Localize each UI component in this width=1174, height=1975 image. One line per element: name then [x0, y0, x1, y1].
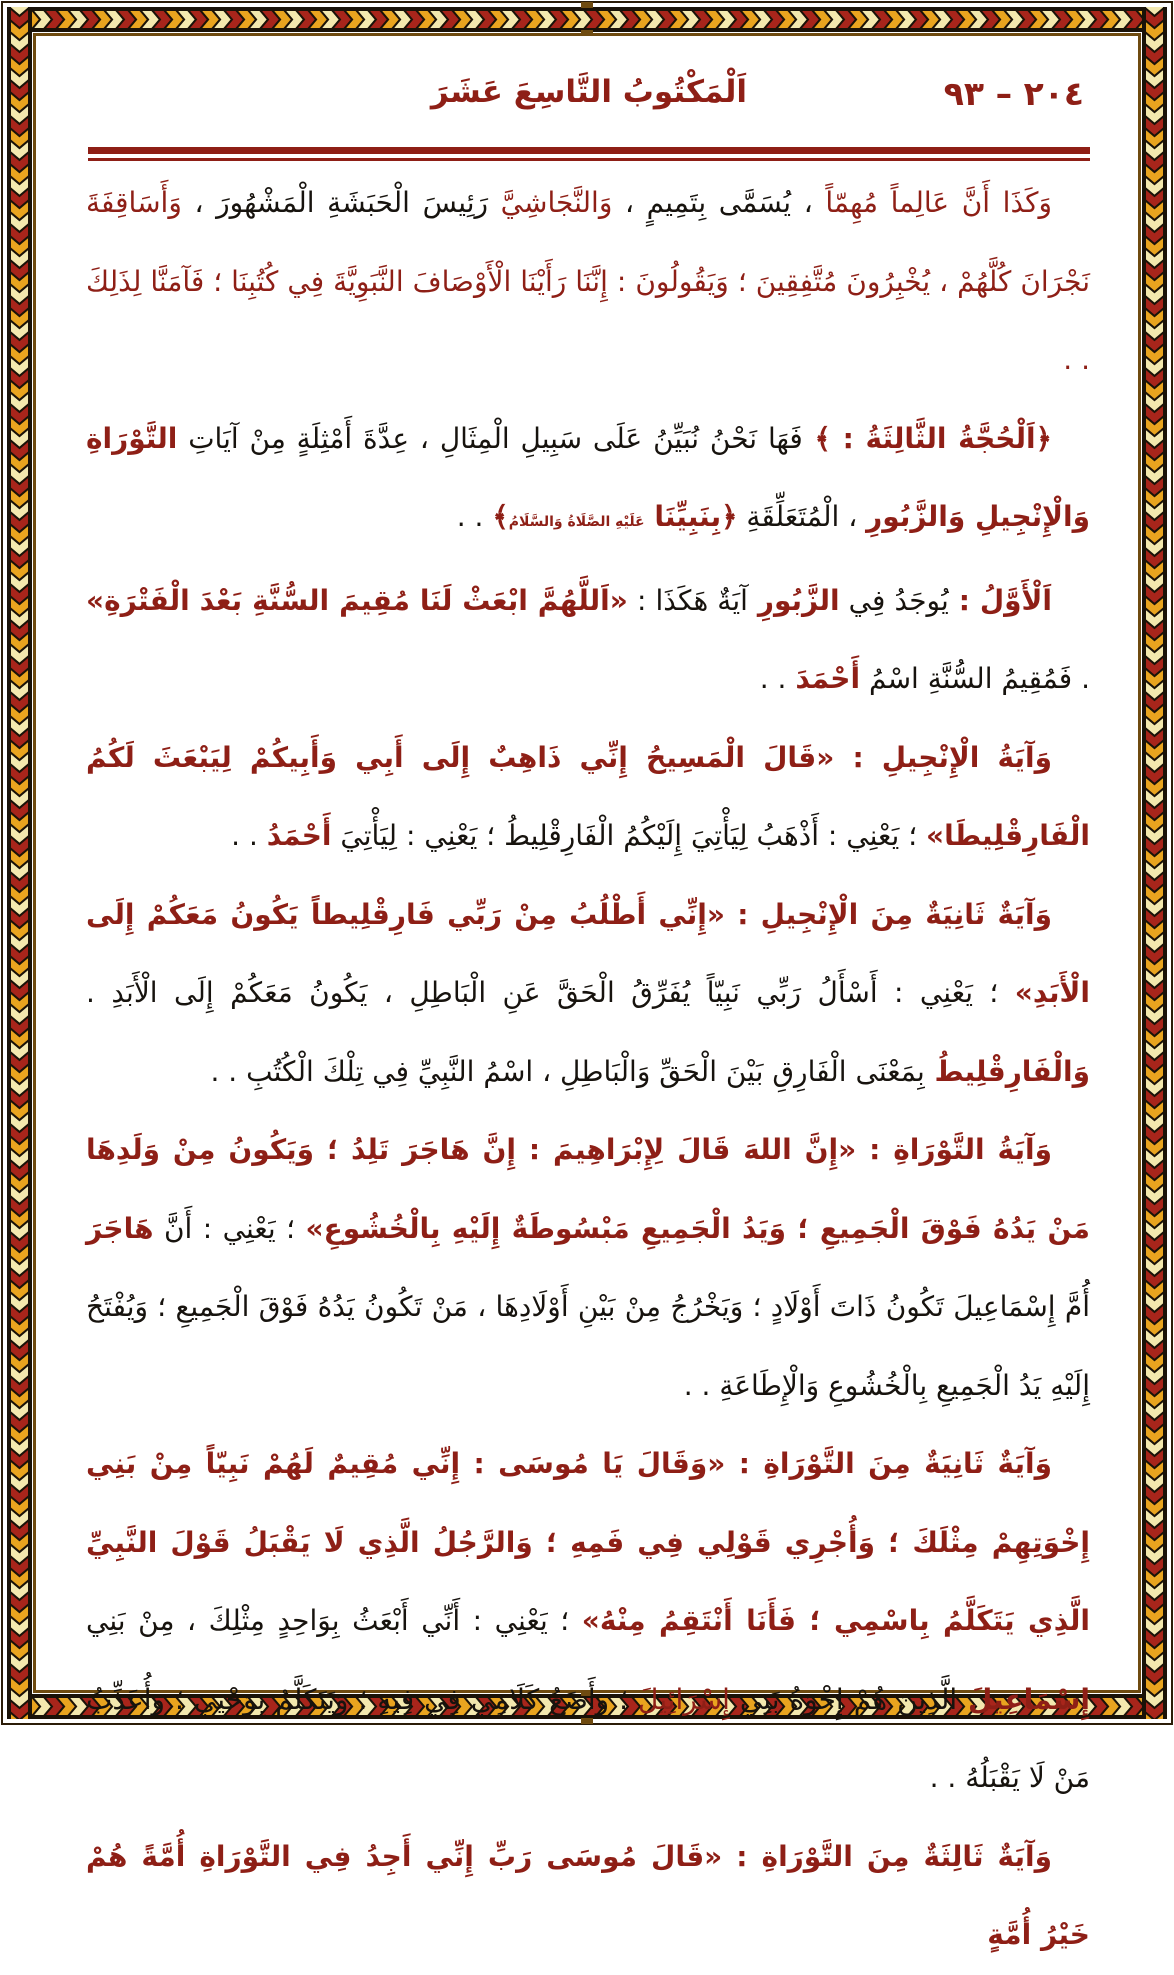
text-segment: ؛ يَعْنِي : أَنِّي أَبْعَثُ بِوَاحِدٍ مِثْلِكَ ، مِنْ بَنِي	[86, 1604, 582, 1637]
text-segment: وَكَذَا أَنَّ عَالِماً مُهِمّاً	[812, 186, 1052, 219]
text-segment: وَآيَةٌ ثَانِيَةٌ مِنَ الْإِنْجِيلِ : «إِنِّي أَطْلُبُ مِنْ رَبِّي فَارِقْلِيطاً يَكُونُ مَعَكُمْ إِلَى الْأَبَدِ»	[86, 897, 1090, 1009]
text-segment: أَحْمَدُ	[266, 819, 332, 852]
ornamental-border-right	[1142, 7, 1167, 1719]
text-segment: الَّذِينَ هُمْ إِخْوَةُ بَنِي	[729, 1682, 958, 1716]
text-segment: عَلَيْهِ الصَّلَاةُ وَالسَّلَامُ	[508, 514, 645, 530]
ornamental-border-top	[7, 7, 1167, 32]
text-segment: وَآيَةٌ ثَالِثَةٌ مِنَ التَّوْرَاةِ : «قَالَ مُوسَى رَبِّ إِنِّي أَجِدُ فِي التَّوْرَاةِ أُمَّةً هُمْ خَيْرُ أُمَّةٍ	[86, 1839, 1090, 1951]
text-segment: رَئِيسَ الْحَبَشَةِ الْمَشْهُورَ ،	[181, 186, 489, 219]
body-text	[86, 164, 1091, 1951]
text-segment: ، يُسَمَّى بِتَمِيمٍ ،	[612, 186, 813, 219]
text-segment: ؛ يَعْنِي : أَنَّ	[153, 1211, 306, 1245]
text-segment: وَالْفَارِقْلِيطُ	[924, 1054, 1090, 1088]
text-segment: . فَمُقِيمُ السُّنَّةِ اسْمُ	[860, 662, 1090, 695]
text-segment: ﴿اَلْحُجَّةُ الثَّالِثَةُ : ﴾	[802, 421, 1053, 455]
text-segment: إِسْرَائِيلَ	[628, 1682, 730, 1716]
header-rule	[88, 147, 1090, 161]
text-segment: هَاجَرَ	[86, 1211, 154, 1245]
page-numbers: ٢٠٤ – ٩٣	[943, 74, 1084, 113]
text-segment: إِسْمَاعِيلَ	[957, 1682, 1091, 1716]
text-segment: وَأَسَاقِفَةَ نَجْرَانَ كُلَّهُمْ ، يُخْبِرُونَ مُتَّفِقِينَ ؛ وَيَقُولُونَ : إِنَّنَا رَأَيْنَا الْأَوْصَافَ النَّبَوِيَّةَ فِي كُتُبِنَا ؛ فَآمَنَّا لِذَلِكَ . .	[86, 186, 1090, 376]
page-title: اَلْمَكْتُوبُ التَّاسِعَ عَشَرَ	[430, 74, 748, 110]
text-segment: وَآيَةُ التَّوْرَاةِ : «إِنَّ اللهَ قَالَ لِإِبْرَاهِيمَ : إِنَّ هَاجَرَ تَلِدُ ؛ وَيَكُونُ مِنْ وَلَدِهَا مَنْ يَدُهُ فَوْقَ الْجَمِيعِ ؛ وَيَدُ الْجَمِيعِ مَبْسُوطَةٌ إِلَيْهِ بِالْخُشُوعِ»	[86, 1133, 1090, 1245]
text-segment: . .	[231, 819, 267, 852]
text-segment: ؛ يَعْنِي : أَسْأَلُ رَبِّي نَبِيّاً يُفَرِّقُ الْحَقَّ عَنِ الْبَاطِلِ ، يَكُونُ مَعَكُمْ إِلَى الْأَبَدِ .	[86, 976, 1015, 1009]
frame-center-notch	[581, 30, 593, 36]
text-segment: وَآيَةُ الْإِنْجِيلِ : «قَالَ الْمَسِيحُ إِنِّي ذَاهِبٌ إِلَى أَبِي وَأَبِيكُمْ لِيَبْعَثَ لَكُمُ الْفَارِقْلِيطَا»	[86, 740, 1090, 852]
text-segment: أُمَّ إِسْمَاعِيلَ تَكُونُ ذَاتَ أَوْلَادٍ ؛ وَيَخْرُجُ مِنْ بَيْنِ أَوْلَادِهَا ، مَنْ تَكُونُ يَدُهُ فَوْقَ الْجَمِيعِ ؛ وَيُفْتَحُ إِلَيْهِ يَدُ الْجَمِيعِ بِالْخُشُوعِ وَالْإِطَاعَةِ . .	[86, 1290, 1090, 1402]
paragraph	[86, 876, 1090, 1112]
text-segment: «اَللَّهُمَّ ابْعَثْ لَنَا مُقِيمَ السُّنَّةِ بَعْدَ الْفَتْرَةِ»	[86, 583, 628, 617]
text-segment: ؛ وَأَضَعُ كَلَامِي فِي فِيهِ ؛ وَيَتَكَلَّمُ بِوَحْيِي ؛ وَأُعَذِّبُ مَنْ لَا يَقْبَلُهُ . .	[86, 1682, 1090, 1794]
text-segment: ، الْمُتَعَلِّقَةِ	[737, 500, 867, 533]
paragraph	[86, 719, 1090, 876]
text-segment: وَآيَةٌ ثَانِيَةٌ مِنَ التَّوْرَاةِ : «وَقَالَ يَا مُوسَى : إِنِّي مُقِيمٌ لَهُمْ نَبِيّاً مِنْ بَنِي إِخْوَتِهِمْ مِثْلَكَ ؛ وَأُجْرِي قَوْلِي فِي فَمِهِ ؛ وَالرَّجُلُ الَّذِي لَا يَقْبَلُ قَوْلَ النَّبِيِّ الَّذِي يَتَكَلَّمُ بِاسْمِي ؛ فَأَنَا أَنْتَقِمُ مِنْهُ»	[86, 1447, 1090, 1637]
header-rule-thin	[88, 158, 1090, 161]
paragraph	[86, 400, 1090, 562]
ornamental-border-left	[7, 7, 32, 1719]
paragraph	[86, 1818, 1090, 1975]
text-segment: آيَةٌ هَكَذَا :	[627, 583, 748, 617]
paragraph	[86, 1111, 1090, 1425]
text-segment: بِمَعْنَى الْفَارِقِ بَيْنَ الْحَقِّ وَالْبَاطِلِ ، اسْمُ النَّبِيِّ فِي تِلْكَ الْكُتُبِ . .	[210, 1054, 925, 1088]
text-segment: اَلْأَوَّلُ :	[948, 583, 1053, 617]
paragraph	[86, 562, 1090, 719]
text-segment: الزَّبُورِ	[747, 583, 840, 617]
text-segment: التَّوْرَاةِ وَالْإِنْجِيلِ وَالزَّبُورِ	[86, 421, 1090, 533]
text-segment: ؛ يَعْنِي : أَذْهَبُ لِيَأْتِيَ إِلَيْكُمُ الْفَارِقْلِيطُ ؛ يَعْنِي : لِيَأْتِيَ	[331, 819, 927, 852]
text-segment: . .	[456, 500, 493, 533]
frame-center-notch	[581, 2, 593, 8]
paragraph	[86, 1425, 1090, 1818]
text-segment: وَالنَّجَاشِيَّ	[488, 186, 613, 219]
text-segment: . .	[759, 662, 796, 695]
paragraph	[86, 164, 1090, 400]
text-segment: يُوجَدُ فِي	[839, 583, 949, 617]
header-rule-thick	[88, 147, 1090, 154]
page-header	[88, 74, 1090, 126]
text-segment: ﴿بِنَبِيِّنَا	[644, 500, 738, 533]
text-segment: أَحْمَدَ	[795, 662, 861, 695]
text-segment: ﴾	[492, 500, 509, 533]
text-segment: فَهَا نَحْنُ نُبَيِّنُ عَلَى سَبِيلِ الْمِثَالِ ، عِدَّةَ أَمْثِلَةٍ مِنْ آيَاتِ	[177, 421, 803, 455]
